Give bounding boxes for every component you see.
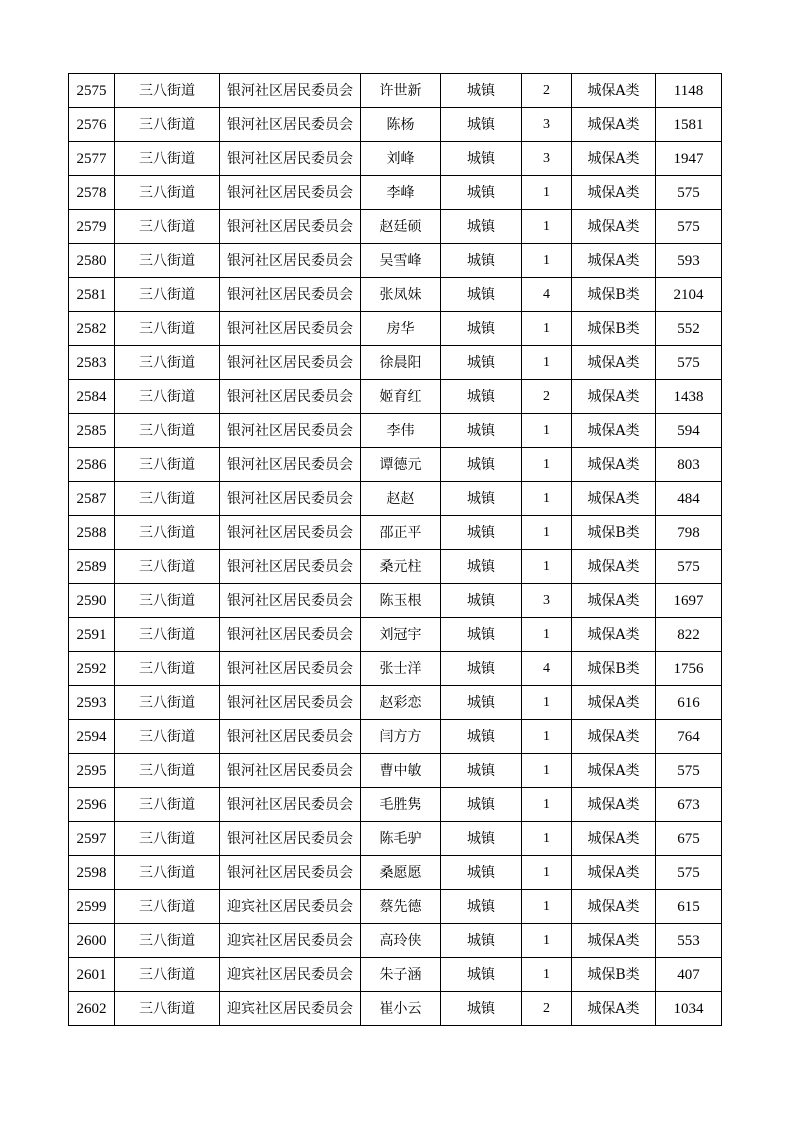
- amount-cell: 615: [656, 890, 722, 924]
- amount-cell: 484: [656, 482, 722, 516]
- amount-cell: 575: [656, 856, 722, 890]
- amount-cell: 2104: [656, 278, 722, 312]
- community-cell: 银河社区居民委员会: [220, 618, 361, 652]
- row-number: 2579: [69, 210, 115, 244]
- category-cell: 城保B类: [572, 278, 656, 312]
- household-count-cell: 4: [522, 278, 572, 312]
- street-cell: 三八街道: [115, 244, 220, 278]
- name-cell: 朱子涵: [361, 958, 441, 992]
- street-cell: 三八街道: [115, 618, 220, 652]
- amount-cell: 764: [656, 720, 722, 754]
- category-cell: 城保A类: [572, 448, 656, 482]
- name-cell: 毛胜隽: [361, 788, 441, 822]
- name-cell: 闫方方: [361, 720, 441, 754]
- area-cell: 城镇: [441, 414, 522, 448]
- name-cell: 邵正平: [361, 516, 441, 550]
- household-count-cell: 1: [522, 822, 572, 856]
- row-number: 2592: [69, 652, 115, 686]
- household-count-cell: 1: [522, 244, 572, 278]
- area-cell: 城镇: [441, 346, 522, 380]
- amount-cell: 552: [656, 312, 722, 346]
- category-cell: 城保A类: [572, 890, 656, 924]
- household-count-cell: 3: [522, 584, 572, 618]
- community-cell: 银河社区居民委员会: [220, 686, 361, 720]
- street-cell: 三八街道: [115, 414, 220, 448]
- household-count-cell: 1: [522, 788, 572, 822]
- area-cell: 城镇: [441, 448, 522, 482]
- category-cell: 城保A类: [572, 346, 656, 380]
- row-number: 2598: [69, 856, 115, 890]
- community-cell: 银河社区居民委员会: [220, 346, 361, 380]
- row-number: 2593: [69, 686, 115, 720]
- row-number: 2590: [69, 584, 115, 618]
- area-cell: 城镇: [441, 108, 522, 142]
- street-cell: 三八街道: [115, 754, 220, 788]
- area-cell: 城镇: [441, 652, 522, 686]
- name-cell: 桑元柱: [361, 550, 441, 584]
- household-count-cell: 1: [522, 720, 572, 754]
- amount-cell: 1581: [656, 108, 722, 142]
- name-cell: 张凤妹: [361, 278, 441, 312]
- street-cell: 三八街道: [115, 108, 220, 142]
- household-count-cell: 1: [522, 924, 572, 958]
- amount-cell: 822: [656, 618, 722, 652]
- name-cell: 赵廷硕: [361, 210, 441, 244]
- amount-cell: 616: [656, 686, 722, 720]
- category-cell: 城保A类: [572, 210, 656, 244]
- area-cell: 城镇: [441, 924, 522, 958]
- table-row: [69, 516, 722, 550]
- street-cell: 三八街道: [115, 890, 220, 924]
- row-number: 2588: [69, 516, 115, 550]
- street-cell: 三八街道: [115, 822, 220, 856]
- name-cell: 徐晨阳: [361, 346, 441, 380]
- table-row: [69, 856, 722, 890]
- category-cell: 城保A类: [572, 142, 656, 176]
- table-row: [69, 822, 722, 856]
- street-cell: 三八街道: [115, 346, 220, 380]
- amount-cell: 1697: [656, 584, 722, 618]
- amount-cell: 594: [656, 414, 722, 448]
- table-row: [69, 788, 722, 822]
- category-cell: 城保A类: [572, 176, 656, 210]
- category-cell: 城保A类: [572, 992, 656, 1026]
- household-count-cell: 1: [522, 856, 572, 890]
- row-number: 2577: [69, 142, 115, 176]
- street-cell: 三八街道: [115, 686, 220, 720]
- area-cell: 城镇: [441, 312, 522, 346]
- household-count-cell: 1: [522, 618, 572, 652]
- table-row: [69, 244, 722, 278]
- row-number: 2600: [69, 924, 115, 958]
- category-cell: 城保B类: [572, 652, 656, 686]
- household-count-cell: 3: [522, 142, 572, 176]
- street-cell: 三八街道: [115, 482, 220, 516]
- table-row: [69, 618, 722, 652]
- household-count-cell: 1: [522, 550, 572, 584]
- row-number: 2602: [69, 992, 115, 1026]
- amount-cell: 675: [656, 822, 722, 856]
- name-cell: 刘峰: [361, 142, 441, 176]
- street-cell: 三八街道: [115, 210, 220, 244]
- name-cell: 高玲侠: [361, 924, 441, 958]
- name-cell: 赵赵: [361, 482, 441, 516]
- table-row: [69, 176, 722, 210]
- table-row: [69, 210, 722, 244]
- street-cell: 三八街道: [115, 652, 220, 686]
- table-row: [69, 550, 722, 584]
- name-cell: 刘冠宇: [361, 618, 441, 652]
- category-cell: 城保A类: [572, 856, 656, 890]
- household-count-cell: 4: [522, 652, 572, 686]
- table-row: [69, 346, 722, 380]
- amount-cell: 1438: [656, 380, 722, 414]
- street-cell: 三八街道: [115, 142, 220, 176]
- community-cell: 银河社区居民委员会: [220, 448, 361, 482]
- community-cell: 迎宾社区居民委员会: [220, 958, 361, 992]
- household-count-cell: 1: [522, 312, 572, 346]
- community-cell: 银河社区居民委员会: [220, 584, 361, 618]
- community-cell: 银河社区居民委员会: [220, 176, 361, 210]
- name-cell: 李峰: [361, 176, 441, 210]
- street-cell: 三八街道: [115, 958, 220, 992]
- table-row: [69, 924, 722, 958]
- row-number: 2586: [69, 448, 115, 482]
- table-row: [69, 74, 722, 108]
- area-cell: 城镇: [441, 618, 522, 652]
- amount-cell: 575: [656, 176, 722, 210]
- category-cell: 城保A类: [572, 924, 656, 958]
- table-row: [69, 380, 722, 414]
- community-cell: 银河社区居民委员会: [220, 754, 361, 788]
- table-row: [69, 652, 722, 686]
- street-cell: 三八街道: [115, 380, 220, 414]
- community-cell: 银河社区居民委员会: [220, 244, 361, 278]
- area-cell: 城镇: [441, 686, 522, 720]
- name-cell: 许世新: [361, 74, 441, 108]
- category-cell: 城保A类: [572, 754, 656, 788]
- amount-cell: 575: [656, 210, 722, 244]
- table-row: [69, 142, 722, 176]
- amount-cell: 593: [656, 244, 722, 278]
- community-cell: 银河社区居民委员会: [220, 278, 361, 312]
- row-number: 2601: [69, 958, 115, 992]
- name-cell: 李伟: [361, 414, 441, 448]
- street-cell: 三八街道: [115, 516, 220, 550]
- table-row: [69, 414, 722, 448]
- name-cell: 谭德元: [361, 448, 441, 482]
- area-cell: 城镇: [441, 550, 522, 584]
- area-cell: 城镇: [441, 176, 522, 210]
- community-cell: 银河社区居民委员会: [220, 142, 361, 176]
- category-cell: 城保B类: [572, 312, 656, 346]
- table-row: [69, 278, 722, 312]
- category-cell: 城保A类: [572, 584, 656, 618]
- household-count-cell: 2: [522, 380, 572, 414]
- street-cell: 三八街道: [115, 278, 220, 312]
- household-count-cell: 2: [522, 992, 572, 1026]
- category-cell: 城保A类: [572, 74, 656, 108]
- area-cell: 城镇: [441, 516, 522, 550]
- name-cell: 陈毛驴: [361, 822, 441, 856]
- community-cell: 银河社区居民委员会: [220, 550, 361, 584]
- row-number: 2587: [69, 482, 115, 516]
- community-cell: 银河社区居民委员会: [220, 822, 361, 856]
- name-cell: 姬育红: [361, 380, 441, 414]
- name-cell: 曹中敏: [361, 754, 441, 788]
- area-cell: 城镇: [441, 958, 522, 992]
- household-count-cell: 1: [522, 482, 572, 516]
- table-row: [69, 720, 722, 754]
- community-cell: 银河社区居民委员会: [220, 312, 361, 346]
- street-cell: 三八街道: [115, 584, 220, 618]
- area-cell: 城镇: [441, 482, 522, 516]
- community-cell: 银河社区居民委员会: [220, 380, 361, 414]
- category-cell: 城保A类: [572, 686, 656, 720]
- row-number: 2589: [69, 550, 115, 584]
- name-cell: 赵彩恋: [361, 686, 441, 720]
- household-count-cell: 1: [522, 754, 572, 788]
- community-cell: 银河社区居民委员会: [220, 720, 361, 754]
- category-cell: 城保A类: [572, 380, 656, 414]
- area-cell: 城镇: [441, 74, 522, 108]
- category-cell: 城保A类: [572, 788, 656, 822]
- amount-cell: 1034: [656, 992, 722, 1026]
- table-body: [69, 74, 722, 1026]
- community-cell: 迎宾社区居民委员会: [220, 992, 361, 1026]
- row-number: 2582: [69, 312, 115, 346]
- data-table: [68, 73, 722, 1026]
- table-row: [69, 584, 722, 618]
- household-count-cell: 1: [522, 176, 572, 210]
- community-cell: 银河社区居民委员会: [220, 788, 361, 822]
- amount-cell: 798: [656, 516, 722, 550]
- amount-cell: 553: [656, 924, 722, 958]
- row-number: 2597: [69, 822, 115, 856]
- area-cell: 城镇: [441, 856, 522, 890]
- area-cell: 城镇: [441, 278, 522, 312]
- area-cell: 城镇: [441, 992, 522, 1026]
- amount-cell: 575: [656, 346, 722, 380]
- category-cell: 城保A类: [572, 244, 656, 278]
- name-cell: 崔小云: [361, 992, 441, 1026]
- street-cell: 三八街道: [115, 74, 220, 108]
- name-cell: 房华: [361, 312, 441, 346]
- community-cell: 银河社区居民委员会: [220, 414, 361, 448]
- area-cell: 城镇: [441, 720, 522, 754]
- household-count-cell: 1: [522, 686, 572, 720]
- category-cell: 城保A类: [572, 482, 656, 516]
- street-cell: 三八街道: [115, 924, 220, 958]
- row-number: 2575: [69, 74, 115, 108]
- table-row: [69, 312, 722, 346]
- area-cell: 城镇: [441, 210, 522, 244]
- street-cell: 三八街道: [115, 856, 220, 890]
- street-cell: 三八街道: [115, 312, 220, 346]
- household-count-cell: 1: [522, 516, 572, 550]
- community-cell: 银河社区居民委员会: [220, 652, 361, 686]
- amount-cell: 575: [656, 550, 722, 584]
- area-cell: 城镇: [441, 380, 522, 414]
- table-row: [69, 754, 722, 788]
- table-row: [69, 890, 722, 924]
- table-row: [69, 108, 722, 142]
- row-number: 2591: [69, 618, 115, 652]
- row-number: 2594: [69, 720, 115, 754]
- row-number: 2595: [69, 754, 115, 788]
- row-number: 2583: [69, 346, 115, 380]
- community-cell: 银河社区居民委员会: [220, 210, 361, 244]
- table-row: [69, 686, 722, 720]
- area-cell: 城镇: [441, 822, 522, 856]
- street-cell: 三八街道: [115, 550, 220, 584]
- table-row: [69, 992, 722, 1026]
- amount-cell: 575: [656, 754, 722, 788]
- street-cell: 三八街道: [115, 788, 220, 822]
- street-cell: 三八街道: [115, 992, 220, 1026]
- household-count-cell: 1: [522, 958, 572, 992]
- row-number: 2599: [69, 890, 115, 924]
- table-row: [69, 958, 722, 992]
- area-cell: 城镇: [441, 584, 522, 618]
- household-count-cell: 1: [522, 448, 572, 482]
- household-count-cell: 1: [522, 210, 572, 244]
- community-cell: 银河社区居民委员会: [220, 108, 361, 142]
- category-cell: 城保A类: [572, 720, 656, 754]
- row-number: 2581: [69, 278, 115, 312]
- category-cell: 城保A类: [572, 618, 656, 652]
- area-cell: 城镇: [441, 244, 522, 278]
- community-cell: 迎宾社区居民委员会: [220, 890, 361, 924]
- row-number: 2596: [69, 788, 115, 822]
- community-cell: 银河社区居民委员会: [220, 74, 361, 108]
- amount-cell: 407: [656, 958, 722, 992]
- name-cell: 张士洋: [361, 652, 441, 686]
- name-cell: 吴雪峰: [361, 244, 441, 278]
- table-row: [69, 448, 722, 482]
- name-cell: 陈杨: [361, 108, 441, 142]
- name-cell: 桑愿愿: [361, 856, 441, 890]
- category-cell: 城保A类: [572, 822, 656, 856]
- area-cell: 城镇: [441, 788, 522, 822]
- row-number: 2576: [69, 108, 115, 142]
- amount-cell: 803: [656, 448, 722, 482]
- row-number: 2578: [69, 176, 115, 210]
- category-cell: 城保A类: [572, 108, 656, 142]
- category-cell: 城保A类: [572, 550, 656, 584]
- row-number: 2585: [69, 414, 115, 448]
- household-count-cell: 1: [522, 414, 572, 448]
- community-cell: 迎宾社区居民委员会: [220, 924, 361, 958]
- category-cell: 城保B类: [572, 958, 656, 992]
- street-cell: 三八街道: [115, 720, 220, 754]
- category-cell: 城保A类: [572, 414, 656, 448]
- community-cell: 银河社区居民委员会: [220, 516, 361, 550]
- amount-cell: 1947: [656, 142, 722, 176]
- area-cell: 城镇: [441, 754, 522, 788]
- category-cell: 城保B类: [572, 516, 656, 550]
- household-count-cell: 1: [522, 346, 572, 380]
- area-cell: 城镇: [441, 890, 522, 924]
- household-count-cell: 2: [522, 74, 572, 108]
- community-cell: 银河社区居民委员会: [220, 856, 361, 890]
- amount-cell: 1756: [656, 652, 722, 686]
- amount-cell: 1148: [656, 74, 722, 108]
- street-cell: 三八街道: [115, 448, 220, 482]
- table-row: [69, 482, 722, 516]
- name-cell: 蔡先德: [361, 890, 441, 924]
- row-number: 2584: [69, 380, 115, 414]
- street-cell: 三八街道: [115, 176, 220, 210]
- household-count-cell: 1: [522, 890, 572, 924]
- area-cell: 城镇: [441, 142, 522, 176]
- community-cell: 银河社区居民委员会: [220, 482, 361, 516]
- amount-cell: 673: [656, 788, 722, 822]
- name-cell: 陈玉根: [361, 584, 441, 618]
- household-count-cell: 3: [522, 108, 572, 142]
- row-number: 2580: [69, 244, 115, 278]
